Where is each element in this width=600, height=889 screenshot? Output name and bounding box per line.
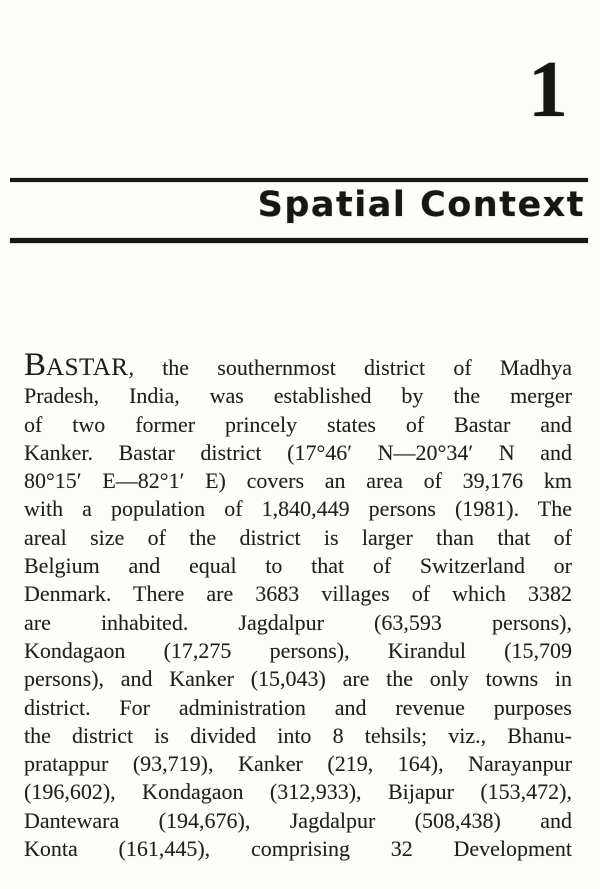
body-line: Kondagaon (17,275 persons), Kirandul (15,709 [24, 637, 572, 663]
body-line: Dantewara (194,676), Jagdalpur (508,438) and [24, 807, 572, 833]
body-line: are inhabited. Jagdalpur (63,593 persons), [24, 609, 572, 635]
body-line: Konta (161,445), comprising 32 Development [24, 836, 572, 862]
small-caps-word: ASTAR [46, 354, 129, 381]
heading-rule-bottom [10, 238, 588, 243]
body-line: district. For administration and revenue purposes [24, 694, 572, 720]
body-line: areal size of the district is larger than that of [24, 524, 572, 550]
body-line-first [24, 347, 572, 383]
body-line: Belgium and equal to that of Switzerland or [24, 553, 572, 579]
heading-rule-top [10, 178, 588, 182]
body-line: Pradesh, India, was established by the merger [24, 383, 572, 409]
body-line: pratappur (93,719), Kanker (219, 164), Narayanpur [24, 751, 572, 777]
body-line: the district is divided into 8 tehsils; viz., Bhanu- [24, 722, 572, 748]
body-line: with a population of 1,840,449 persons (1981). The [24, 496, 572, 522]
body-line: 80°15′ E—82°1′ E) covers an area of 39,176 km [24, 468, 572, 494]
body-line: Denmark. There are 3683 villages of which 3382 [24, 581, 572, 607]
chapter-title: Spatial Context [257, 185, 585, 225]
body-line: (196,602), Kondagaon (312,933), Bijapur (153,472), [24, 779, 572, 805]
body-paragraph [24, 347, 572, 863]
body-line: Kanker. Bastar district (17°46′ N—20°34′ N and [24, 439, 572, 465]
lead-capital: B [24, 347, 47, 383]
body-line-text: , the southernmost district of Madhya [128, 355, 572, 380]
body-line: of two former princely states of Bastar and [24, 411, 572, 437]
chapter-number: 1 [528, 46, 568, 134]
body-line: persons), and Kanker (15,043) are the only towns in [24, 666, 572, 692]
